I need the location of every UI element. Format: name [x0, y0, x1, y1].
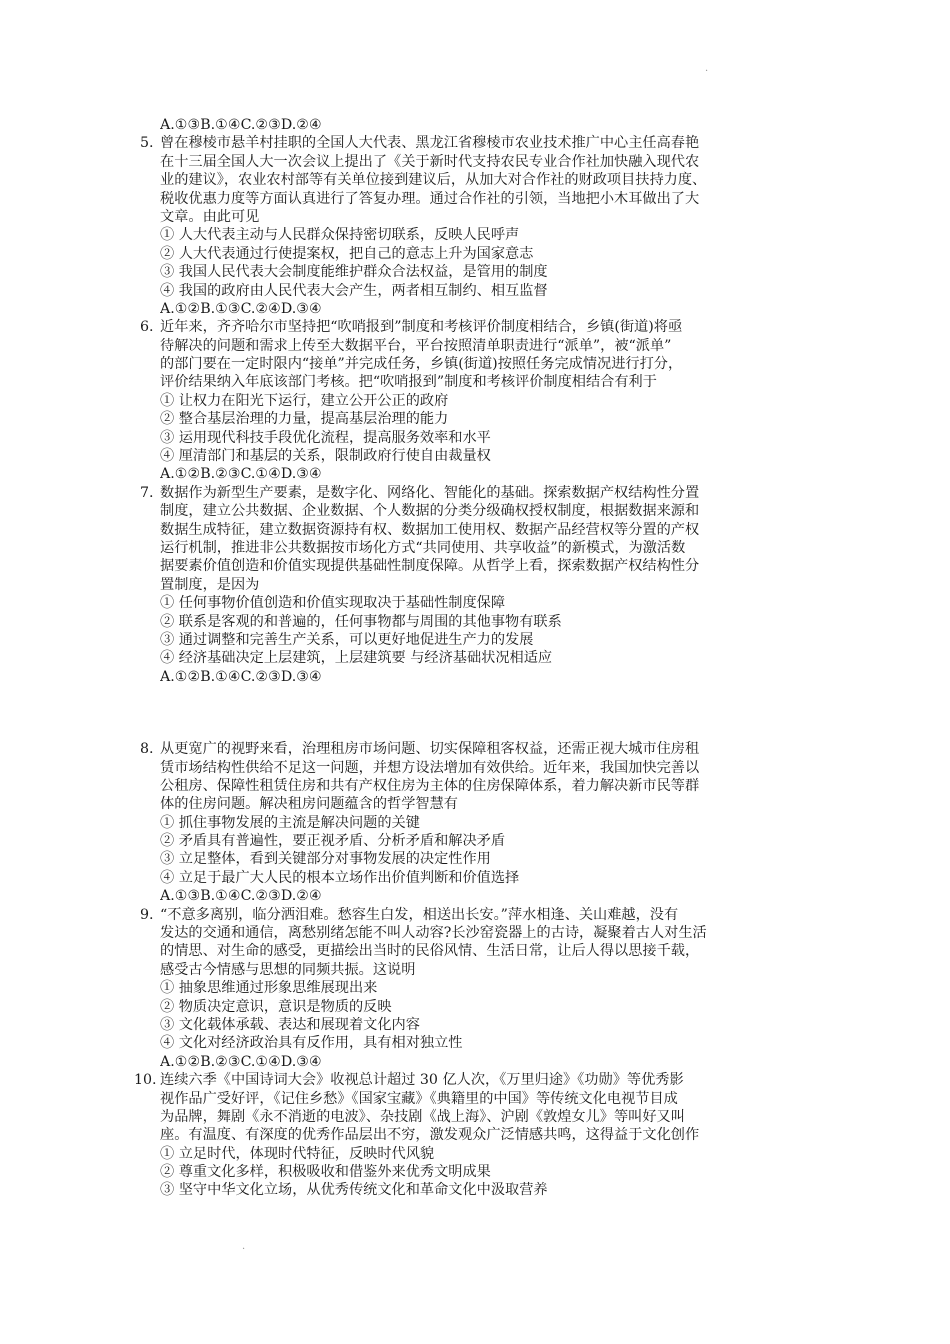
question-number: 7. [140, 484, 154, 501]
top-mark: · [705, 66, 709, 77]
bottom-mark: · [242, 1244, 246, 1255]
stem-line: 文章。由此可见 [160, 208, 260, 225]
stem-line: 据要素价值创造和价值实现提供基础性制度保障。从哲学上看，探索数据产权结构性分 [160, 558, 700, 575]
stem-line: 在十三届全国人大一次会议上提出了《关于新时代支持农民专业合作社加快融入现代农 [160, 153, 700, 170]
statement-item: ① 立足时代，体现时代特征，反映时代风貌 [160, 1145, 435, 1162]
stem-line: 待解决的问题和需求上传至大数据平台，平台按照清单职责进行“派单”，被“派单” [160, 337, 672, 354]
statement-item: ① 让权力在阳光下运行，建立公开公正的政府 [160, 392, 449, 409]
statement-item: ④ 立足于最广大人民的根本立场作出价值判断和价值选择 [160, 869, 520, 886]
stem-line: 视作品广受好评，《记住乡愁》《国家宝藏》《典籍里的中国》等传统文化电视节目成 [160, 1090, 678, 1107]
question-6 [140, 318, 810, 484]
statement-item: ④ 文化对经济政治具有反作用，具有相对独立性 [160, 1035, 463, 1052]
statement-item: ③ 文化载体承载、表达和展现着文化内容 [160, 1016, 420, 1033]
stem-line: 座。有温度、有深度的优秀作品层出不穷，激发观众广泛情感共鸣，这得益于文化创作 [160, 1127, 700, 1144]
question-8 [140, 740, 810, 906]
stem-line: 的部门要在一定时限内“接单”并完成任务，乡镇(街道)按照任务完成情况进行打分， [160, 356, 683, 373]
statement-item: ④ 我国的政府由人民代表大会产生，两者相互制约、相互监督 [160, 282, 548, 299]
statement-item: ① 任何事物价值创造和价值实现取决于基础性制度保障 [160, 595, 506, 612]
statement-item: ② 联系是客观的和普遍的，任何事物都与周围的其他事物有联系 [160, 613, 562, 630]
question-number: 8. [140, 741, 154, 758]
stem-line: 连续六季《中国诗词大会》收视总计超过 30 亿人次，《万里归途》《功勋》等优秀影 [160, 1072, 684, 1089]
stem-line: 置制度，是因为 [160, 576, 260, 593]
question-10 [134, 1071, 810, 1200]
statement-item: ① 人大代表主动与人民群众保持密切联系，反映人民呼声 [160, 227, 520, 244]
stem-line: 感受古今情感与思想的同频共振。这说明 [160, 961, 416, 978]
stem-line: 为品牌，舞剧《永不消逝的电波》、杂技剧《战上海》、沪剧《敦煌女儿》等叫好又叫 [160, 1108, 685, 1125]
stem-line: 的情思、对生命的感受，更描绘出当时的民俗风情、生活日常，让后人得以思接千载， [160, 943, 700, 960]
stem-line: 制度，建立公共数据、企业数据、个人数据的分类分级确权授权制度，根据数据来源和 [160, 503, 700, 520]
statement-item: ③ 立足整体，看到关键部分对事物发展的决定性作用 [160, 851, 491, 868]
stem-line: “不意多离别，临分洒泪难。愁容生白发，相送出长安。”萍水相逢、关山难越，没有 [160, 906, 679, 923]
question-9 [140, 906, 810, 1072]
stem-line: 赁市场结构性供给不足这一问题，并想方设法增加有效供给。近年来，我国加快完善以 [160, 759, 700, 776]
question-number: 10. [134, 1072, 157, 1089]
stem-line: 公租房、保障性租赁住房和共有产权住房为主体的住房保障体系，着力解决新市民等群 [160, 777, 700, 794]
stem-line: 曾在穆棱市悬羊村挂职的全国人大代表、黑龙江省穆棱市农业技术推广中心主任高春艳 [160, 135, 700, 152]
answer-options: A.①③B.①④C.②③D.②④ [160, 888, 322, 905]
statement-item: ② 整合基层治理的力量，提高基层治理的能力 [160, 411, 449, 428]
statement-item: ④ 经济基础决定上层建筑，上层建筑要 与经济基础状况相适应 [160, 650, 553, 667]
statement-item: ① 抓住事物发展的主流是解决问题的关键 [160, 814, 420, 831]
question-number: 6. [140, 319, 154, 336]
statement-item: ② 物质决定意识，意识是物质的反映 [160, 998, 392, 1015]
stem-line: 数据作为新型生产要素，是数字化、网络化、智能化的基础。探索数据产权结构性分置 [160, 484, 700, 501]
stem-line: 体的住房问题。解决租房问题蕴含的哲学智慧有 [160, 796, 458, 813]
stem-line: 数据生成特征，建立数据资源持有权、数据加工使用权、数据产品经营权等分置的产权 [160, 521, 700, 538]
stem-line: 发达的交通和通信，离愁别绪怎能不叫人动容?长沙窑瓷器上的古诗，凝聚着古人对生活 [160, 925, 707, 942]
statement-item: ② 尊重文化多样，积极吸收和借鉴外来优秀文明成果 [160, 1164, 491, 1181]
answer-options: A.①②B.①③C.②④D.③④ [160, 300, 322, 317]
blank-gap [160, 686, 810, 740]
stem-line: 从更宽广的视野来看，治理租房市场问题、切实保障租客权益，还需正视大城市住房租 [160, 741, 700, 758]
statement-item: ③ 坚守中华文化立场，从优秀传统文化和革命文化中汲取营养 [160, 1182, 548, 1199]
statement-item: ④ 厘清部门和基层的关系，限制政府行使自由裁量权 [160, 448, 491, 465]
question-5 [140, 134, 810, 318]
q4-options: A.①③B.①④C.②③D.②④ [160, 117, 322, 133]
stem-line: 业的建议》，农业农村部等有关单位接到建议后，从加大对合作社的财政项目扶持力度、 [160, 172, 707, 189]
answer-options: A.①②B.②③C.①④D.③④ [160, 466, 322, 483]
stem-line: 运行机制，推进非公共数据按市场化方式“共同使用、共享收益”的新模式，为激活数 [160, 539, 686, 556]
stem-line: 税收优惠力度等方面认真进行了答复办理。通过合作社的引领，当地把小木耳做出了大 [160, 190, 700, 207]
statement-item: ② 人大代表通过行使提案权，把自己的意志上升为国家意志 [160, 245, 534, 262]
question-content [134, 116, 810, 1200]
statement-item: ③ 我国人民代表大会制度能维护群众合法权益，是管用的制度 [160, 264, 548, 281]
statement-item: ② 矛盾具有普遍性，要正视矛盾、分析矛盾和解决矛盾 [160, 833, 506, 850]
statement-item: ① 抽象思维通过形象思维展现出来 [160, 980, 378, 997]
stem-line: 近年来，齐齐哈尔市坚持把“吹哨报到”制度和考核评价制度相结合，乡镇(街道)将亟 [160, 319, 683, 336]
stem-line: 评价结果纳入年底该部门考核。把“吹哨报到”制度和考核评价制度相结合有利于 [160, 374, 657, 391]
question-number: 5. [140, 135, 154, 152]
question-number: 9. [140, 906, 154, 923]
question-7 [140, 484, 810, 686]
statement-item: ③ 通过调整和完善生产关系，可以更好地促进生产力的发展 [160, 631, 534, 648]
statement-item: ③ 运用现代科技手段优化流程，提高服务效率和水平 [160, 429, 491, 446]
answer-options: A.①②B.①④C.②③D.③④ [160, 668, 322, 685]
answer-options: A.①②B.②③C.①④D.③④ [160, 1053, 322, 1070]
